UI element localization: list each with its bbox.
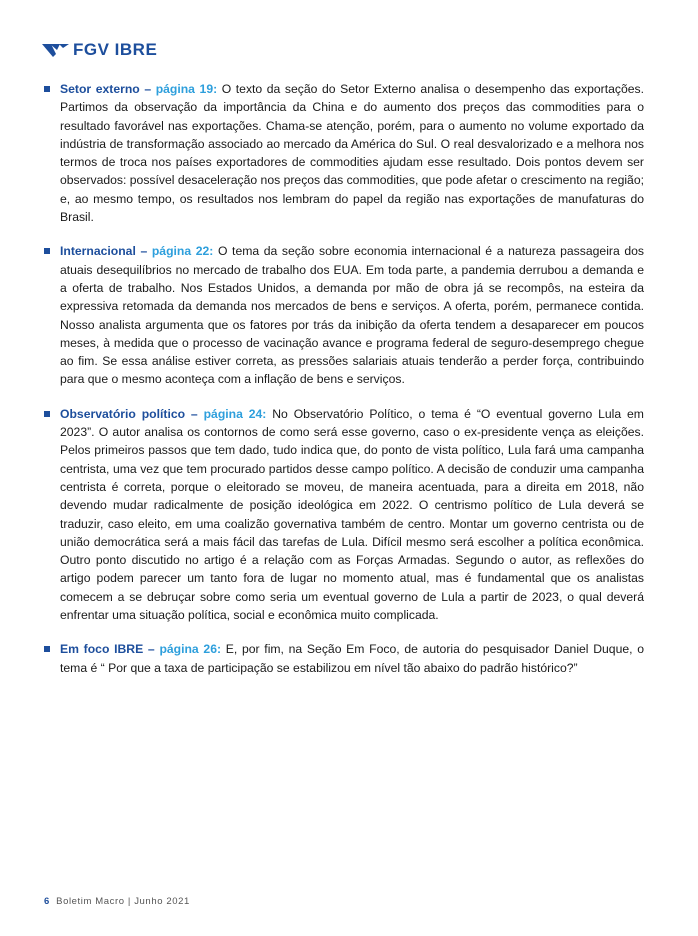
section-internacional <box>44 242 644 388</box>
fgv-ibre-logo <box>42 40 157 60</box>
publication-name: Boletim Macro | Junho 2021 <box>56 896 190 907</box>
section-page-ref: página 22: <box>151 244 214 259</box>
square-bullet-icon <box>44 248 50 254</box>
square-bullet-icon <box>44 86 50 92</box>
section-page-ref: página 19: <box>155 82 218 96</box>
section-paragraph <box>60 640 644 677</box>
section-page-ref: página 24: <box>203 406 267 421</box>
fgv-wing-icon <box>42 42 70 58</box>
square-bullet-icon <box>44 411 50 417</box>
section-body: E, por fim, na Seção Em Foco, de autoria do pesquisador Daniel Duque, o tema é “ Por que a taxa de participação se estabilizou em nível tão abaixo do padrão histórico?” <box>60 642 645 675</box>
section-title: Observatório político – <box>60 406 198 421</box>
section-em-foco-ibre <box>44 640 644 677</box>
section-title: Internacional – <box>60 244 148 259</box>
section-body: O tema da seção sobre economia internacional é a natureza passageira dos atuais desequilíbrios no mercado de trabalho dos EUA. Em toda parte, a pandemia derrubou a demanda e a oferta de trabalho. Nos Estados Unidos, a demanda por mão de obra já se recompôs, na esteira da expressiva retomada da demanda nos mercados de bens e serviços. A oferta, porém, permanece contida. Nosso analista argumenta que os fatores por trás da inibição da oferta tendem a desaparecer em poucos meses, à medida que o processo de vacinação avance e programa federal de seguro-desemprego chegue ao fim. Se essa análise estiver correta, as pressões salariais atuais tenderão a perder força, contribuindo para que o mesmo aconteça com a inflação de bens e serviços. <box>60 244 644 387</box>
section-page-ref: página 26: <box>159 642 222 657</box>
article-content <box>44 80 644 693</box>
page-footer <box>44 896 190 907</box>
section-paragraph <box>60 242 644 388</box>
section-body: O texto da seção do Setor Externo analisa o desempenho das exportações. Partimos da observação da importância da China e do aumento dos preços das commodities para o resultado favorável nas exportações. Chama-se atenção, porém, para o aumento no volume exportado da indústria de transformação associado ao mercado da América do Sul. O real desvalorizado e a melhora nos termos de troca nos países exportadores de commodities ajudam esse resultado. Dois pontos devem ser observados: possível desaceleração nos preços das commodities, que pode afetar o crescimento na região; e, ao mesmo tempo, os resultados nos lembram do papel da região nas exportações de manufaturas do Brasil. <box>60 82 645 225</box>
section-title: Setor externo – <box>60 82 152 96</box>
logo-text: FGV IBRE <box>73 40 158 59</box>
square-bullet-icon <box>44 646 50 652</box>
section-paragraph <box>60 80 644 226</box>
page-number: 6 <box>44 896 50 907</box>
section-observatorio-politico <box>44 405 644 625</box>
section-setor-externo <box>44 80 644 226</box>
section-body: No Observatório Político, o tema é “O eventual governo Lula em 2023”. O autor analisa os contornos de como será esse governo, caso o ex-presidente vença as eleições. Pelos primeiros passos que tem dado, tudo indica que, do ponto de vista político, Lula fará uma campanha centrista, uma vez que tem procurado partidos desse campo político. A decisão de conduzir uma campanha centrista é correta, porque o eleitorado se moveu, de maneira acentuada, para a direita em 2018, não devendo mudar radicalmente de posição ideológica em 2022. O centrismo político de Lula deverá se traduzir, caso eleito, em uma coalizão governativa também de centro. Montar um governo centrista ou de união democrática será a mais fácil das tarefas de Lula. Difícil mesmo será escolher a política econômica. Outro ponto discutido no artigo é a relação com as Forças Armadas. Segundo o autor, as reflexões do artigo podem parecer um tanto fora de lugar no momento atual, mas é fundamental que os analistas comecem a se debruçar sobre como seria um eventual governo de Lula a partir de 2023, o qual deverá enfrentar uma situação política, social e econômica muito complicada. <box>60 406 644 623</box>
section-title: Em foco IBRE – <box>60 642 155 657</box>
section-paragraph <box>60 405 644 625</box>
